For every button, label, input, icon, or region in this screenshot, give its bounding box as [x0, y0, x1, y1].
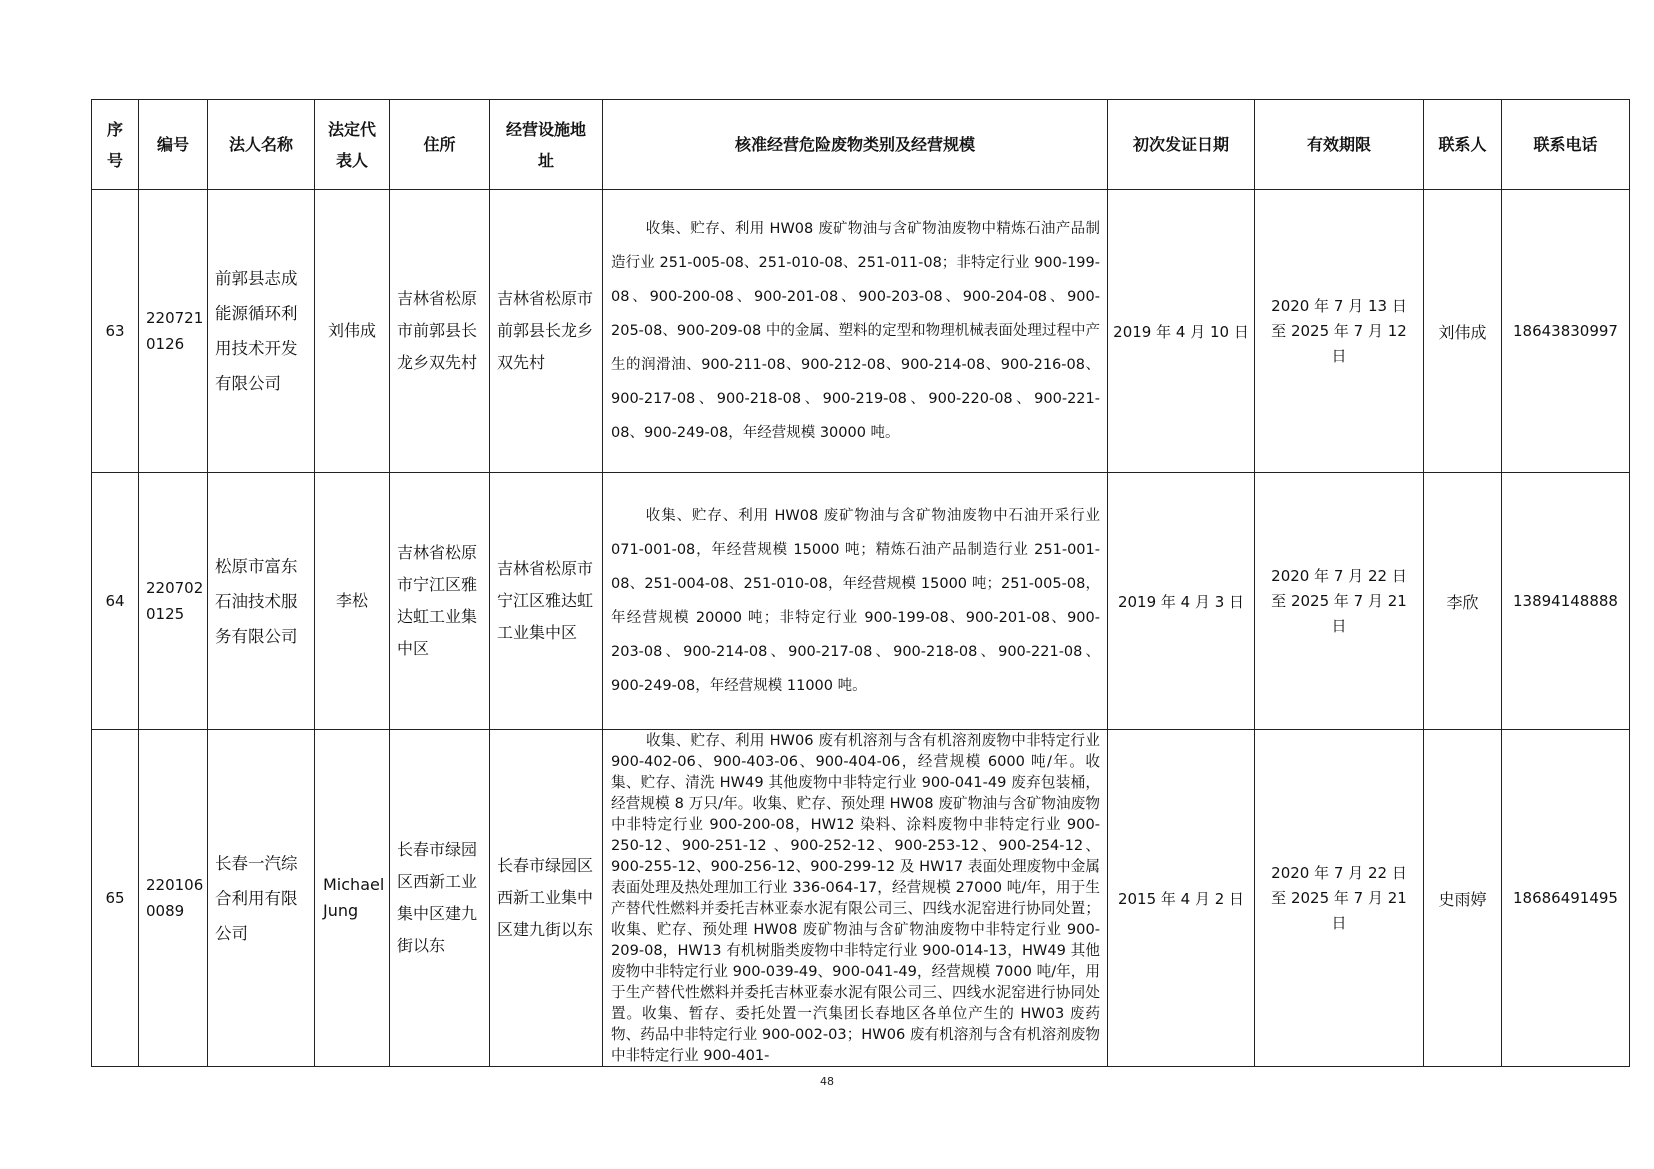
header-id: 编号: [139, 100, 208, 190]
cell-validity: 2020 年 7 月 13 日至 2025 年 7 月 12 日: [1255, 190, 1424, 473]
hazardous-waste-permit-table: [91, 99, 1630, 1067]
header-seq: 序号: [92, 100, 139, 190]
header-company: 法人名称: [208, 100, 315, 190]
cell-facility-address: 吉林省松原市前郭县长龙乡双先村: [490, 190, 603, 473]
header-scope: 核准经营危险废物类别及经营规模: [603, 100, 1108, 190]
header-legal-rep: 法定代表人: [315, 100, 390, 190]
scope-text: 收集、贮存、利用 HW08 废矿物油与含矿物油废物中石油开采行业 071-001-08，年经营规模 15000 吨；精炼石油产品制造行业 251-001-08、251-004-08、251-010-08，年经营规模 15000 吨；251-005-08，年经营规模 20000 吨；非特定行业 900-199-08、900-201-08、900-203-08、900-214-08、900-217-08、900-218-08、900-221-08、900-249-08，年经营规模 11000 吨。: [611, 508, 1100, 694]
header-first-issue-date: 初次发证日期: [1108, 100, 1255, 190]
cell-first-issue-date: 2019 年 4 月 3 日: [1108, 473, 1255, 730]
page-number: 48: [820, 1075, 834, 1088]
header-validity: 有效期限: [1255, 100, 1424, 190]
cell-legal-rep: 李松: [315, 473, 390, 730]
scope-text: 收集、贮存、利用 HW06 废有机溶剂与含有机溶剂废物中非特定行业 900-402-06、900-403-06、900-404-06，经营规模 6000 吨/年。收集、贮存、清洗 HW49 其他废物中非特定行业 900-041-49 废弃包装桶，经营规模 8 万只/年。收集、贮存、预处理 HW08 废矿物油与含矿物油废物中非特定行业 900-200-08，HW12 染料、涂料废物中非特定行业 900-250-12、900-251-12 、900-252-12、900-253-12、900-254-12、900-255-12、900-256-12、900-299-12 及 HW17 表面处理废物中金属表面处理及热处理加工行业 336-064-17，经营规模 27000 吨/年，用于生产替代性燃料并委托吉林亚泰水泥有限公司三、四线水泥窑进行协同处置；收集、贮存、预处理 HW08 废矿物油与含矿物油废物中非特定行业 900-209-08，HW13 有机树脂类废物中非特定行业 900-014-13，HW49 其他废物中非特定行业 900-039-49、900-041-49，经营规模 7000 吨/年，用于生产替代性燃料并委托吉林亚泰水泥有限公司三、四线水泥窑进行协同处置。收集、暂存、委托处置一汽集团长春地区各单位产生的 HW03 废药物、药品中非特定行业 900-002-03；HW06 废有机溶剂与含有机溶剂废物中非特定行业 900-401-: [611, 732, 1100, 1064]
cell-contact: 李欣: [1424, 473, 1502, 730]
cell-scope: [603, 473, 1108, 730]
cell-company: 松原市富东石油技术服务有限公司: [208, 473, 315, 730]
cell-seq: 65: [92, 730, 139, 1067]
cell-first-issue-date: 2019 年 4 月 10 日: [1108, 190, 1255, 473]
cell-contact: 史雨婷: [1424, 730, 1502, 1067]
scope-text: 收集、贮存、利用 HW08 废矿物油与含矿物油废物中精炼石油产品制造行业 251-005-08、251-010-08、251-011-08；非特定行业 900-199-08、900-200-08、900-201-08、900-203-08、900-204-08、900-205-08、900-209-08 中的金属、塑料的定型和物理机械表面处理过程中产生的润滑油、900-211-08、900-212-08、900-214-08、900-216-08、900-217-08、900-218-08、900-219-08、900-220-08、900-221-08、900-249-08，年经营规模 30000 吨。: [611, 221, 1100, 441]
cell-id: 2201060089: [139, 730, 208, 1067]
cell-phone: 18643830997: [1502, 190, 1630, 473]
cell-company: 前郭县志成能源循环利用技术开发有限公司: [208, 190, 315, 473]
cell-scope: [603, 190, 1108, 473]
cell-validity: 2020 年 7 月 22 日至 2025 年 7 月 21 日: [1255, 730, 1424, 1067]
header-contact: 联系人: [1424, 100, 1502, 190]
cell-facility-address: 长春市绿园区西新工业集中区建九街以东: [490, 730, 603, 1067]
cell-seq: 63: [92, 190, 139, 473]
cell-address: 吉林省松原市前郭县长龙乡双先村: [390, 190, 490, 473]
cell-id: 2207210126: [139, 190, 208, 473]
cell-facility-address: 吉林省松原市宁江区雅达虹工业集中区: [490, 473, 603, 730]
cell-phone: 18686491495: [1502, 730, 1630, 1067]
cell-id: 2207020125: [139, 473, 208, 730]
cell-contact: 刘伟成: [1424, 190, 1502, 473]
table-header-row: [92, 100, 1630, 190]
table-row: [92, 190, 1630, 473]
header-facility-address: 经营设施地址: [490, 100, 603, 190]
cell-address: 长春市绿园区西新工业集中区建九街以东: [390, 730, 490, 1067]
header-phone: 联系电话: [1502, 100, 1630, 190]
cell-seq: 64: [92, 473, 139, 730]
cell-first-issue-date: 2015 年 4 月 2 日: [1108, 730, 1255, 1067]
cell-address: 吉林省松原市宁江区雅达虹工业集中区: [390, 473, 490, 730]
table-row: [92, 473, 1630, 730]
cell-phone: 13894148888: [1502, 473, 1630, 730]
scope-text-clip: [611, 730, 1100, 1066]
cell-scope: [603, 730, 1108, 1067]
table-row: [92, 730, 1630, 1067]
cell-legal-rep: 刘伟成: [315, 190, 390, 473]
cell-legal-rep: Michael Jung: [315, 730, 390, 1067]
header-address: 住所: [390, 100, 490, 190]
cell-validity: 2020 年 7 月 22 日至 2025 年 7 月 21 日: [1255, 473, 1424, 730]
cell-company: 长春一汽综合利用有限公司: [208, 730, 315, 1067]
